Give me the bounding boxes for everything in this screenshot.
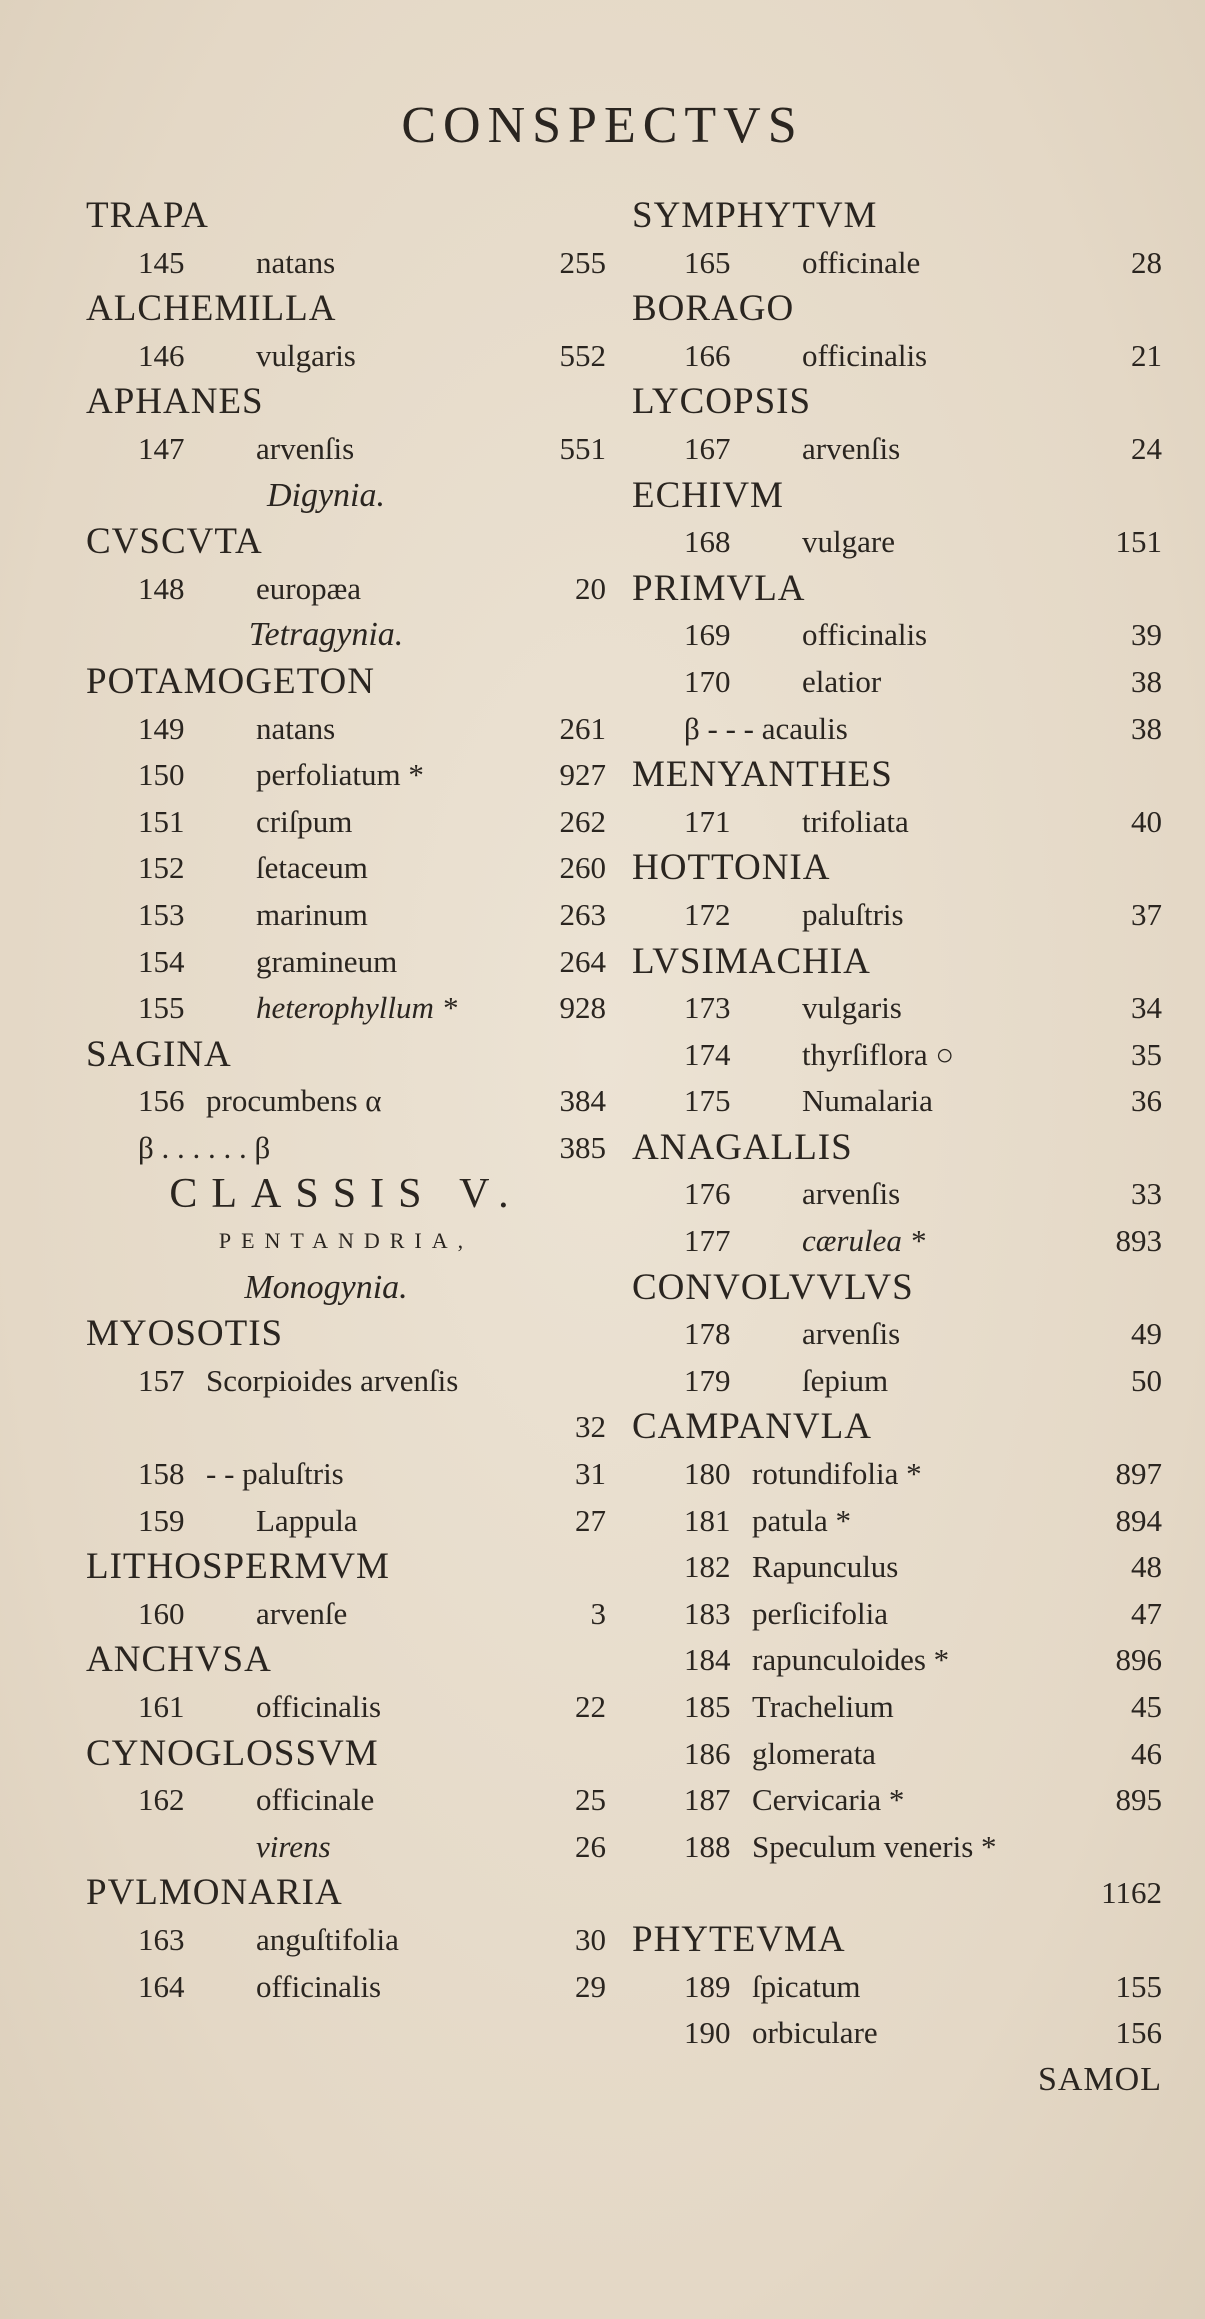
page-reference: 37 (1131, 896, 1162, 932)
species-entry (86, 1078, 606, 1125)
species-name: natans (256, 710, 336, 746)
page-reference: 262 (559, 803, 606, 839)
species-number: 174 (684, 1036, 731, 1072)
page-reference: 28 (1131, 244, 1162, 280)
species-entry (632, 1777, 1162, 1824)
species-name: glomerata (752, 1735, 876, 1771)
page-reference: 263 (559, 896, 606, 932)
genus-heading: TRAPA (86, 195, 209, 236)
species-number: 152 (138, 850, 185, 886)
species-entry (86, 566, 606, 613)
species-name: Rapunculus (752, 1549, 899, 1585)
species-name: patula * (752, 1502, 851, 1538)
page-reference: 38 (1131, 663, 1162, 699)
genus-heading: CVSCVTA (86, 521, 263, 563)
species-number: 184 (684, 1642, 731, 1678)
species-entry (86, 752, 606, 799)
species-entry (86, 1591, 606, 1638)
species-number: 179 (684, 1362, 731, 1398)
species-name: cærulea * (802, 1223, 926, 1259)
page-reference: 34 (1131, 990, 1162, 1026)
genus-heading: BORAGO (632, 288, 795, 330)
genus-heading: SAGINA (86, 1033, 232, 1075)
genus-heading: LYCOPSIS (632, 381, 812, 423)
species-number: 182 (684, 1549, 731, 1585)
species-name: europæa (256, 570, 362, 606)
genus-heading: ECHIVM (632, 474, 784, 516)
genus-heading: APHANES (86, 381, 264, 423)
species-entry (86, 1451, 606, 1498)
species-entry (632, 1218, 1162, 1265)
species-number: 185 (684, 1689, 731, 1724)
species-number: 177 (684, 1223, 731, 1259)
page-reference: 47 (1131, 1595, 1162, 1631)
genus-heading: PVLMONARIA (86, 1872, 343, 1914)
species-entry (632, 1032, 1162, 1079)
class-heading: CLASSIS V. (169, 1171, 523, 1218)
page-reference: 35 (1131, 1036, 1162, 1072)
species-number: 188 (684, 1828, 731, 1864)
catchword: SAMOL (1037, 2060, 1162, 2098)
page-reference: 384 (559, 1083, 606, 1119)
page-reference: 260 (559, 850, 606, 886)
species-number: 162 (138, 1782, 185, 1818)
species-name: officinale (256, 1782, 375, 1818)
page-reference: 894 (1115, 1502, 1162, 1538)
species-number: 190 (684, 2015, 731, 2051)
genus-heading: ANCHVSA (86, 1639, 272, 1681)
species-number: 146 (138, 337, 185, 373)
genus-heading: LITHOSPERMVM (86, 1546, 390, 1588)
page-reference: 255 (559, 244, 606, 280)
page-reference: 896 (1115, 1642, 1162, 1678)
species-entry (86, 333, 606, 380)
species-entry (86, 1684, 606, 1731)
continuation-line (632, 1870, 1162, 1917)
species-entry (632, 519, 1162, 566)
page-reference: 155 (1115, 1968, 1162, 2004)
species-number: 145 (138, 244, 185, 280)
species-entry (632, 240, 1162, 287)
species-name: vulgaris (802, 990, 902, 1026)
species-name: ſpicatum (752, 1968, 861, 2004)
page-reference: 552 (559, 337, 606, 373)
genus-heading: PRIMVLA (632, 567, 806, 609)
species-number: 169 (684, 617, 731, 653)
page-reference: 45 (1131, 1689, 1162, 1724)
page-reference: 24 (1131, 430, 1162, 466)
order-heading-tetragynia: Tetragynia. (248, 616, 404, 654)
page-reference: 36 (1131, 1083, 1162, 1119)
species-number: 163 (138, 1921, 185, 1957)
species-entry (632, 1498, 1162, 1545)
page-reference: 27 (575, 1502, 606, 1538)
page-reference: 30 (575, 1921, 606, 1957)
species-entry (632, 799, 1162, 846)
genus-heading: ALCHEMILLA (86, 288, 337, 330)
species-name: vulgare (802, 524, 895, 560)
genus-heading: POTAMOGETON (86, 660, 375, 702)
species-number: 183 (684, 1595, 731, 1631)
species-entry (86, 892, 606, 939)
page-reference: 264 (559, 943, 606, 979)
order-heading-monogynia: Monogynia. (244, 1268, 408, 1306)
species-number: 173 (684, 990, 731, 1026)
page-reference: 29 (575, 1968, 606, 2004)
species-entry (632, 892, 1162, 939)
species-entry (632, 1637, 1162, 1684)
species-name: Speculum veneris * (752, 1828, 997, 1864)
genus-heading: MENYANTHES (632, 754, 893, 796)
species-name: procumbens α (206, 1083, 382, 1119)
species-number: 149 (138, 710, 185, 746)
species-entry (632, 1684, 1162, 1731)
right-column (632, 193, 1162, 2103)
page-reference: 40 (1131, 803, 1162, 839)
species-number: 170 (684, 663, 731, 699)
species-entry (632, 1078, 1162, 1125)
page-reference: 32 (575, 1409, 606, 1445)
species-name: perſicifolia (752, 1595, 888, 1631)
page-reference: 385 (559, 1129, 606, 1165)
species-name: rapunculoides * (752, 1642, 950, 1678)
species-name: trifoliata (802, 803, 909, 839)
species-number: 171 (684, 803, 731, 839)
species-number: 158 (138, 1456, 185, 1492)
species-entry (86, 426, 606, 473)
genus-heading: ANAGALLIS (632, 1126, 853, 1168)
species-entry (632, 1451, 1162, 1498)
species-number: 172 (684, 896, 731, 932)
species-name: officinalis (256, 1689, 382, 1724)
variety-text: β . . . . . . β (138, 1129, 271, 1165)
genus-heading: HOTTONIA (632, 847, 831, 889)
species-entry (86, 1917, 606, 1964)
species-entry (86, 1964, 606, 2011)
species-name: arvenſis (256, 430, 355, 466)
variety-entry (86, 1125, 606, 1172)
page-reference: 22 (575, 1689, 606, 1724)
species-number: 166 (684, 337, 731, 373)
species-name: criſpum (256, 803, 353, 839)
species-name: Cervicaria * (752, 1782, 905, 1818)
page-reference: 928 (559, 990, 606, 1026)
genus-heading: SYMPHYTVM (632, 195, 878, 236)
species-number: 167 (684, 430, 731, 466)
order-heading-digynia: Digynia. (266, 476, 386, 514)
species-number: 148 (138, 570, 185, 606)
species-entry (86, 1777, 606, 1824)
variety-entry (86, 1824, 606, 1871)
species-name: arvenſis (802, 1316, 901, 1352)
species-entry (86, 845, 606, 892)
species-name: arvenſis (802, 1176, 901, 1212)
page-reference: 26 (575, 1828, 606, 1864)
species-number: 168 (684, 524, 731, 560)
species-number: 154 (138, 943, 185, 979)
species-name: thyrſiflora ○ (802, 1036, 955, 1072)
page-reference: 38 (1131, 710, 1162, 746)
variety-entry (632, 706, 1162, 753)
species-entry (86, 1358, 606, 1405)
species-entry (632, 985, 1162, 1032)
page-reference: 895 (1115, 1782, 1162, 1818)
species-name: officinalis (802, 337, 928, 373)
page-reference: 897 (1115, 1456, 1162, 1492)
species-number: 153 (138, 896, 185, 932)
page-reference: 33 (1131, 1176, 1162, 1212)
page-reference: 48 (1131, 1549, 1162, 1585)
species-entry (632, 1358, 1162, 1405)
species-name: vulgaris (256, 337, 356, 373)
variety-text: β - - - acaulis (684, 710, 848, 746)
species-name: gramineum (256, 943, 398, 979)
species-number: 187 (684, 1782, 731, 1818)
genus-heading: MYOSOTIS (86, 1313, 284, 1355)
page-reference: 1162 (1101, 1875, 1162, 1911)
species-number: 157 (138, 1362, 185, 1398)
running-title: CONSPECTVS (401, 97, 804, 154)
species-number: 175 (684, 1083, 731, 1119)
species-number: 159 (138, 1502, 185, 1538)
page-reference: 31 (575, 1456, 606, 1492)
species-entry (632, 1591, 1162, 1638)
page-reference: 46 (1131, 1735, 1162, 1771)
genus-heading: CONVOLVVLVS (632, 1266, 914, 1308)
genus-heading: CAMPANVLA (632, 1406, 872, 1448)
page-reference: 21 (1131, 337, 1162, 373)
species-number: 180 (684, 1456, 731, 1492)
species-number: 186 (684, 1735, 731, 1771)
species-entry (632, 1731, 1162, 1778)
species-name: Scorpioides arvenſis (206, 1362, 459, 1398)
species-name: perfoliatum * (256, 757, 424, 793)
species-name: rotundifolia * (752, 1456, 922, 1492)
page-reference: 156 (1115, 2015, 1162, 2051)
species-entry (632, 426, 1162, 473)
species-name: paluſtris (802, 896, 904, 932)
species-name: arvenſis (802, 430, 901, 466)
page-reference: 3 (590, 1595, 606, 1631)
species-entry (632, 2010, 1162, 2057)
page-reference: 39 (1131, 617, 1162, 653)
species-entry (632, 1171, 1162, 1218)
left-column (86, 193, 606, 2010)
species-number: 164 (138, 1968, 185, 2004)
variety-name: virens (256, 1828, 331, 1864)
species-name: natans (256, 244, 336, 280)
genus-heading: PHYTEVMA (632, 1918, 846, 1960)
species-name: marinum (256, 896, 368, 932)
species-name: - - paluſtris (206, 1456, 344, 1492)
continuation-line (86, 1404, 606, 1451)
species-entry (632, 1311, 1162, 1358)
genus-heading: CYNOGLOSSVM (86, 1732, 379, 1774)
species-name: ſepium (802, 1362, 889, 1398)
species-name: Numalaria (802, 1083, 933, 1119)
species-entry (632, 659, 1162, 706)
species-number: 155 (138, 990, 185, 1026)
page-reference: 893 (1115, 1223, 1162, 1259)
page-reference: 927 (559, 757, 606, 793)
species-name: orbiculare (752, 2015, 878, 2051)
species-name: officinalis (256, 1968, 382, 2004)
species-number: 181 (684, 1502, 731, 1538)
species-entry (86, 706, 606, 753)
species-entry (632, 1824, 1162, 1871)
species-number: 156 (138, 1083, 185, 1119)
species-number: 150 (138, 757, 185, 793)
class-subheading: PENTANDRIA, (218, 1228, 474, 1254)
species-name: arvenſe (256, 1595, 348, 1631)
species-number: 165 (684, 244, 731, 280)
species-entry (86, 799, 606, 846)
species-entry (86, 240, 606, 287)
species-name: Trachelium (752, 1689, 894, 1724)
species-entry (632, 612, 1162, 659)
page-reference: 25 (575, 1782, 606, 1818)
species-name: Lappula (256, 1502, 358, 1538)
species-entry (86, 939, 606, 986)
genus-heading: LVSIMACHIA (632, 940, 871, 982)
species-entry (86, 985, 606, 1032)
species-number: 161 (138, 1689, 185, 1724)
page-reference: 151 (1115, 524, 1162, 560)
species-name: ſetaceum (256, 850, 368, 886)
species-number: 151 (138, 803, 185, 839)
species-entry (632, 333, 1162, 380)
species-name: officinalis (802, 617, 928, 653)
page-reference: 261 (559, 710, 606, 746)
species-name: officinale (802, 244, 921, 280)
species-number: 178 (684, 1316, 731, 1352)
page-reference: 49 (1131, 1316, 1162, 1352)
species-number: 160 (138, 1595, 185, 1631)
species-entry (86, 1498, 606, 1545)
species-entry (632, 1964, 1162, 2011)
species-number: 147 (138, 430, 185, 466)
page-reference: 50 (1131, 1362, 1162, 1398)
species-entry (632, 1544, 1162, 1591)
species-name: heterophyllum * (256, 990, 458, 1026)
species-number: 176 (684, 1176, 731, 1212)
page-reference: 551 (559, 430, 606, 466)
species-number: 189 (684, 1968, 731, 2004)
species-name: elatior (802, 663, 882, 699)
species-name: anguſtifolia (256, 1921, 399, 1957)
page-reference: 20 (575, 570, 606, 606)
